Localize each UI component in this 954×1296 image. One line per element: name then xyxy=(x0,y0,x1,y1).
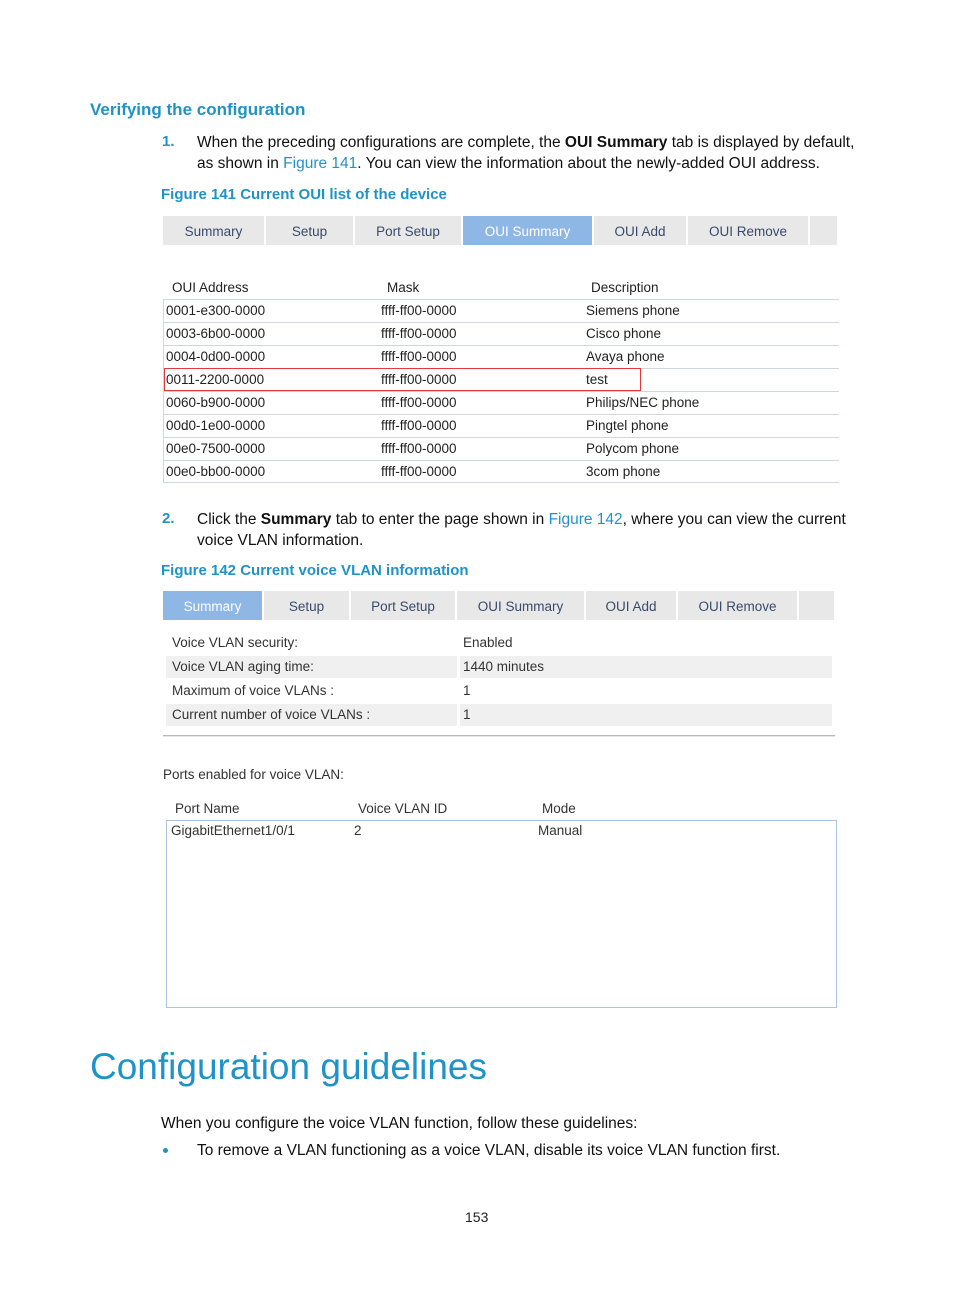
figure-142-caption: Figure 142 Current voice VLAN information xyxy=(161,562,469,579)
cell-oui: 0060-b900-0000 xyxy=(166,395,266,410)
ports-label: Ports enabled for voice VLAN: xyxy=(163,767,344,782)
tab-oui-remove[interactable]: OUI Remove xyxy=(688,216,808,245)
cell-description: test xyxy=(586,372,608,387)
bullet-icon xyxy=(163,1148,168,1153)
tab-oui-add[interactable]: OUI Add xyxy=(586,591,676,620)
tab-oui-remove[interactable]: OUI Remove xyxy=(678,591,797,620)
step-2-text-b: tab to enter the page shown in xyxy=(331,511,549,528)
cell-oui: 0001-e300-0000 xyxy=(166,303,266,318)
table-row[interactable] xyxy=(163,460,839,482)
tab-port-setup[interactable]: Port Setup xyxy=(355,216,461,245)
cell-description: Cisco phone xyxy=(586,326,662,341)
step-1-text-b: tab is displayed by default, xyxy=(667,134,855,151)
cell-oui: 00e0-7500-0000 xyxy=(166,441,266,456)
col-description: Description xyxy=(591,280,659,295)
table-row[interactable] xyxy=(163,299,839,321)
info-label: Voice VLAN aging time: xyxy=(172,659,314,674)
info-row-aging-time xyxy=(166,656,832,678)
table-row[interactable] xyxy=(163,437,839,459)
cell-oui: 0003-6b00-0000 xyxy=(166,326,266,341)
info-row-max-vlans xyxy=(166,680,832,702)
tab-oui-summary[interactable]: OUI Summary xyxy=(463,216,592,245)
step-1-text-c: as shown in xyxy=(197,155,284,172)
info-row-security xyxy=(166,632,832,654)
cell-oui: 0011-2200-0000 xyxy=(166,372,265,387)
cell-mode: Manual xyxy=(538,823,583,838)
info-value: 1440 minutes xyxy=(463,659,545,674)
step-2-text-d: voice VLAN information. xyxy=(197,532,364,549)
cell-oui: 0004-0d00-0000 xyxy=(166,349,266,364)
table-row[interactable] xyxy=(163,391,839,413)
col-voice-vlan-id: Voice VLAN ID xyxy=(358,801,448,816)
info-value: 1 xyxy=(463,707,471,722)
cell-mask: ffff-ff00-0000 xyxy=(381,372,457,387)
info-row-current-vlans xyxy=(166,704,832,726)
step-2-bold: Summary xyxy=(260,511,332,528)
tab-setup[interactable]: Setup xyxy=(266,216,353,245)
guidelines-intro: When you configure the voice VLAN function, follow these guidelines: xyxy=(161,1115,638,1132)
cell-description: 3com phone xyxy=(586,464,661,479)
tab-bar-fig141 xyxy=(163,216,839,245)
step-2-text-c: , where you can view the current xyxy=(622,511,846,528)
figure-141-caption: Figure 141 Current OUI list of the device xyxy=(161,186,447,203)
tab-oui-add[interactable]: OUI Add xyxy=(594,216,686,245)
guidelines-title: Configuration guidelines xyxy=(90,1046,487,1087)
guideline-item: To remove a VLAN functioning as a voice VLAN, disable its voice VLAN function first. xyxy=(197,1142,781,1159)
step-1-text-d: . You can view the information about the newly-added OUI address. xyxy=(357,155,820,172)
cell-mask: ffff-ff00-0000 xyxy=(381,418,457,433)
oui-table-bottom-border xyxy=(163,482,839,483)
info-value: Enabled xyxy=(463,635,513,650)
cell-mask: ffff-ff00-0000 xyxy=(381,395,457,410)
cell-mask: ffff-ff00-0000 xyxy=(381,441,457,456)
step-1-bold: OUI Summary xyxy=(564,134,668,151)
tab-filler xyxy=(799,591,834,620)
cell-mask: ffff-ff00-0000 xyxy=(381,326,457,341)
info-separator xyxy=(457,656,460,678)
step-2-text xyxy=(197,509,877,551)
info-value: 1 xyxy=(463,683,471,698)
step-1-number: 1. xyxy=(162,133,175,150)
step-1-text-a: When the preceding configurations are complete, the xyxy=(197,134,565,151)
tab-bar-fig142 xyxy=(163,591,838,620)
cell-voice-vlan-id: 2 xyxy=(354,823,362,838)
info-label: Voice VLAN security: xyxy=(172,635,299,650)
figure-141-link[interactable]: Figure 141 xyxy=(283,155,358,172)
info-divider xyxy=(163,735,835,737)
cell-oui: 00d0-1e00-0000 xyxy=(166,418,266,433)
cell-description: Philips/NEC phone xyxy=(586,395,700,410)
cell-port-name: GigabitEthernet1/0/1 xyxy=(171,823,295,838)
col-mask: Mask xyxy=(387,280,420,295)
cell-mask: ffff-ff00-0000 xyxy=(381,464,457,479)
table-row[interactable] xyxy=(163,345,839,367)
info-label: Maximum of voice VLANs : xyxy=(172,683,335,698)
step-2-number: 2. xyxy=(162,510,175,527)
step-1-text xyxy=(197,132,877,174)
tab-summary[interactable]: Summary xyxy=(163,591,262,620)
tab-summary[interactable]: Summary xyxy=(163,216,264,245)
oui-table-left-border xyxy=(163,300,164,483)
cell-oui: 00e0-bb00-0000 xyxy=(166,464,266,479)
page-number: 153 xyxy=(465,1209,489,1225)
cell-mask: ffff-ff00-0000 xyxy=(381,349,457,364)
tab-setup[interactable]: Setup xyxy=(264,591,349,620)
cell-description: Polycom phone xyxy=(586,441,680,456)
tab-port-setup[interactable]: Port Setup xyxy=(351,591,455,620)
cell-description: Pingtel phone xyxy=(586,418,669,433)
tab-oui-summary[interactable]: OUI Summary xyxy=(457,591,584,620)
col-oui-address: OUI Address xyxy=(172,280,249,295)
col-mode: Mode xyxy=(542,801,576,816)
table-row[interactable] xyxy=(163,322,839,344)
info-label: Current number of voice VLANs : xyxy=(172,707,371,722)
tab-filler xyxy=(810,216,837,245)
cell-description: Avaya phone xyxy=(586,349,665,364)
highlight-box xyxy=(164,368,641,391)
cell-description: Siemens phone xyxy=(586,303,680,318)
info-separator xyxy=(457,704,460,726)
col-port-name: Port Name xyxy=(175,801,240,816)
step-2-text-a: Click the xyxy=(197,511,261,528)
table-row[interactable] xyxy=(163,414,839,436)
oui-table-header xyxy=(163,280,839,300)
section-heading: Verifying the configuration xyxy=(90,100,306,119)
cell-mask: ffff-ff00-0000 xyxy=(381,303,457,318)
ports-list-box[interactable] xyxy=(166,820,837,1008)
figure-142-link[interactable]: Figure 142 xyxy=(548,511,623,528)
